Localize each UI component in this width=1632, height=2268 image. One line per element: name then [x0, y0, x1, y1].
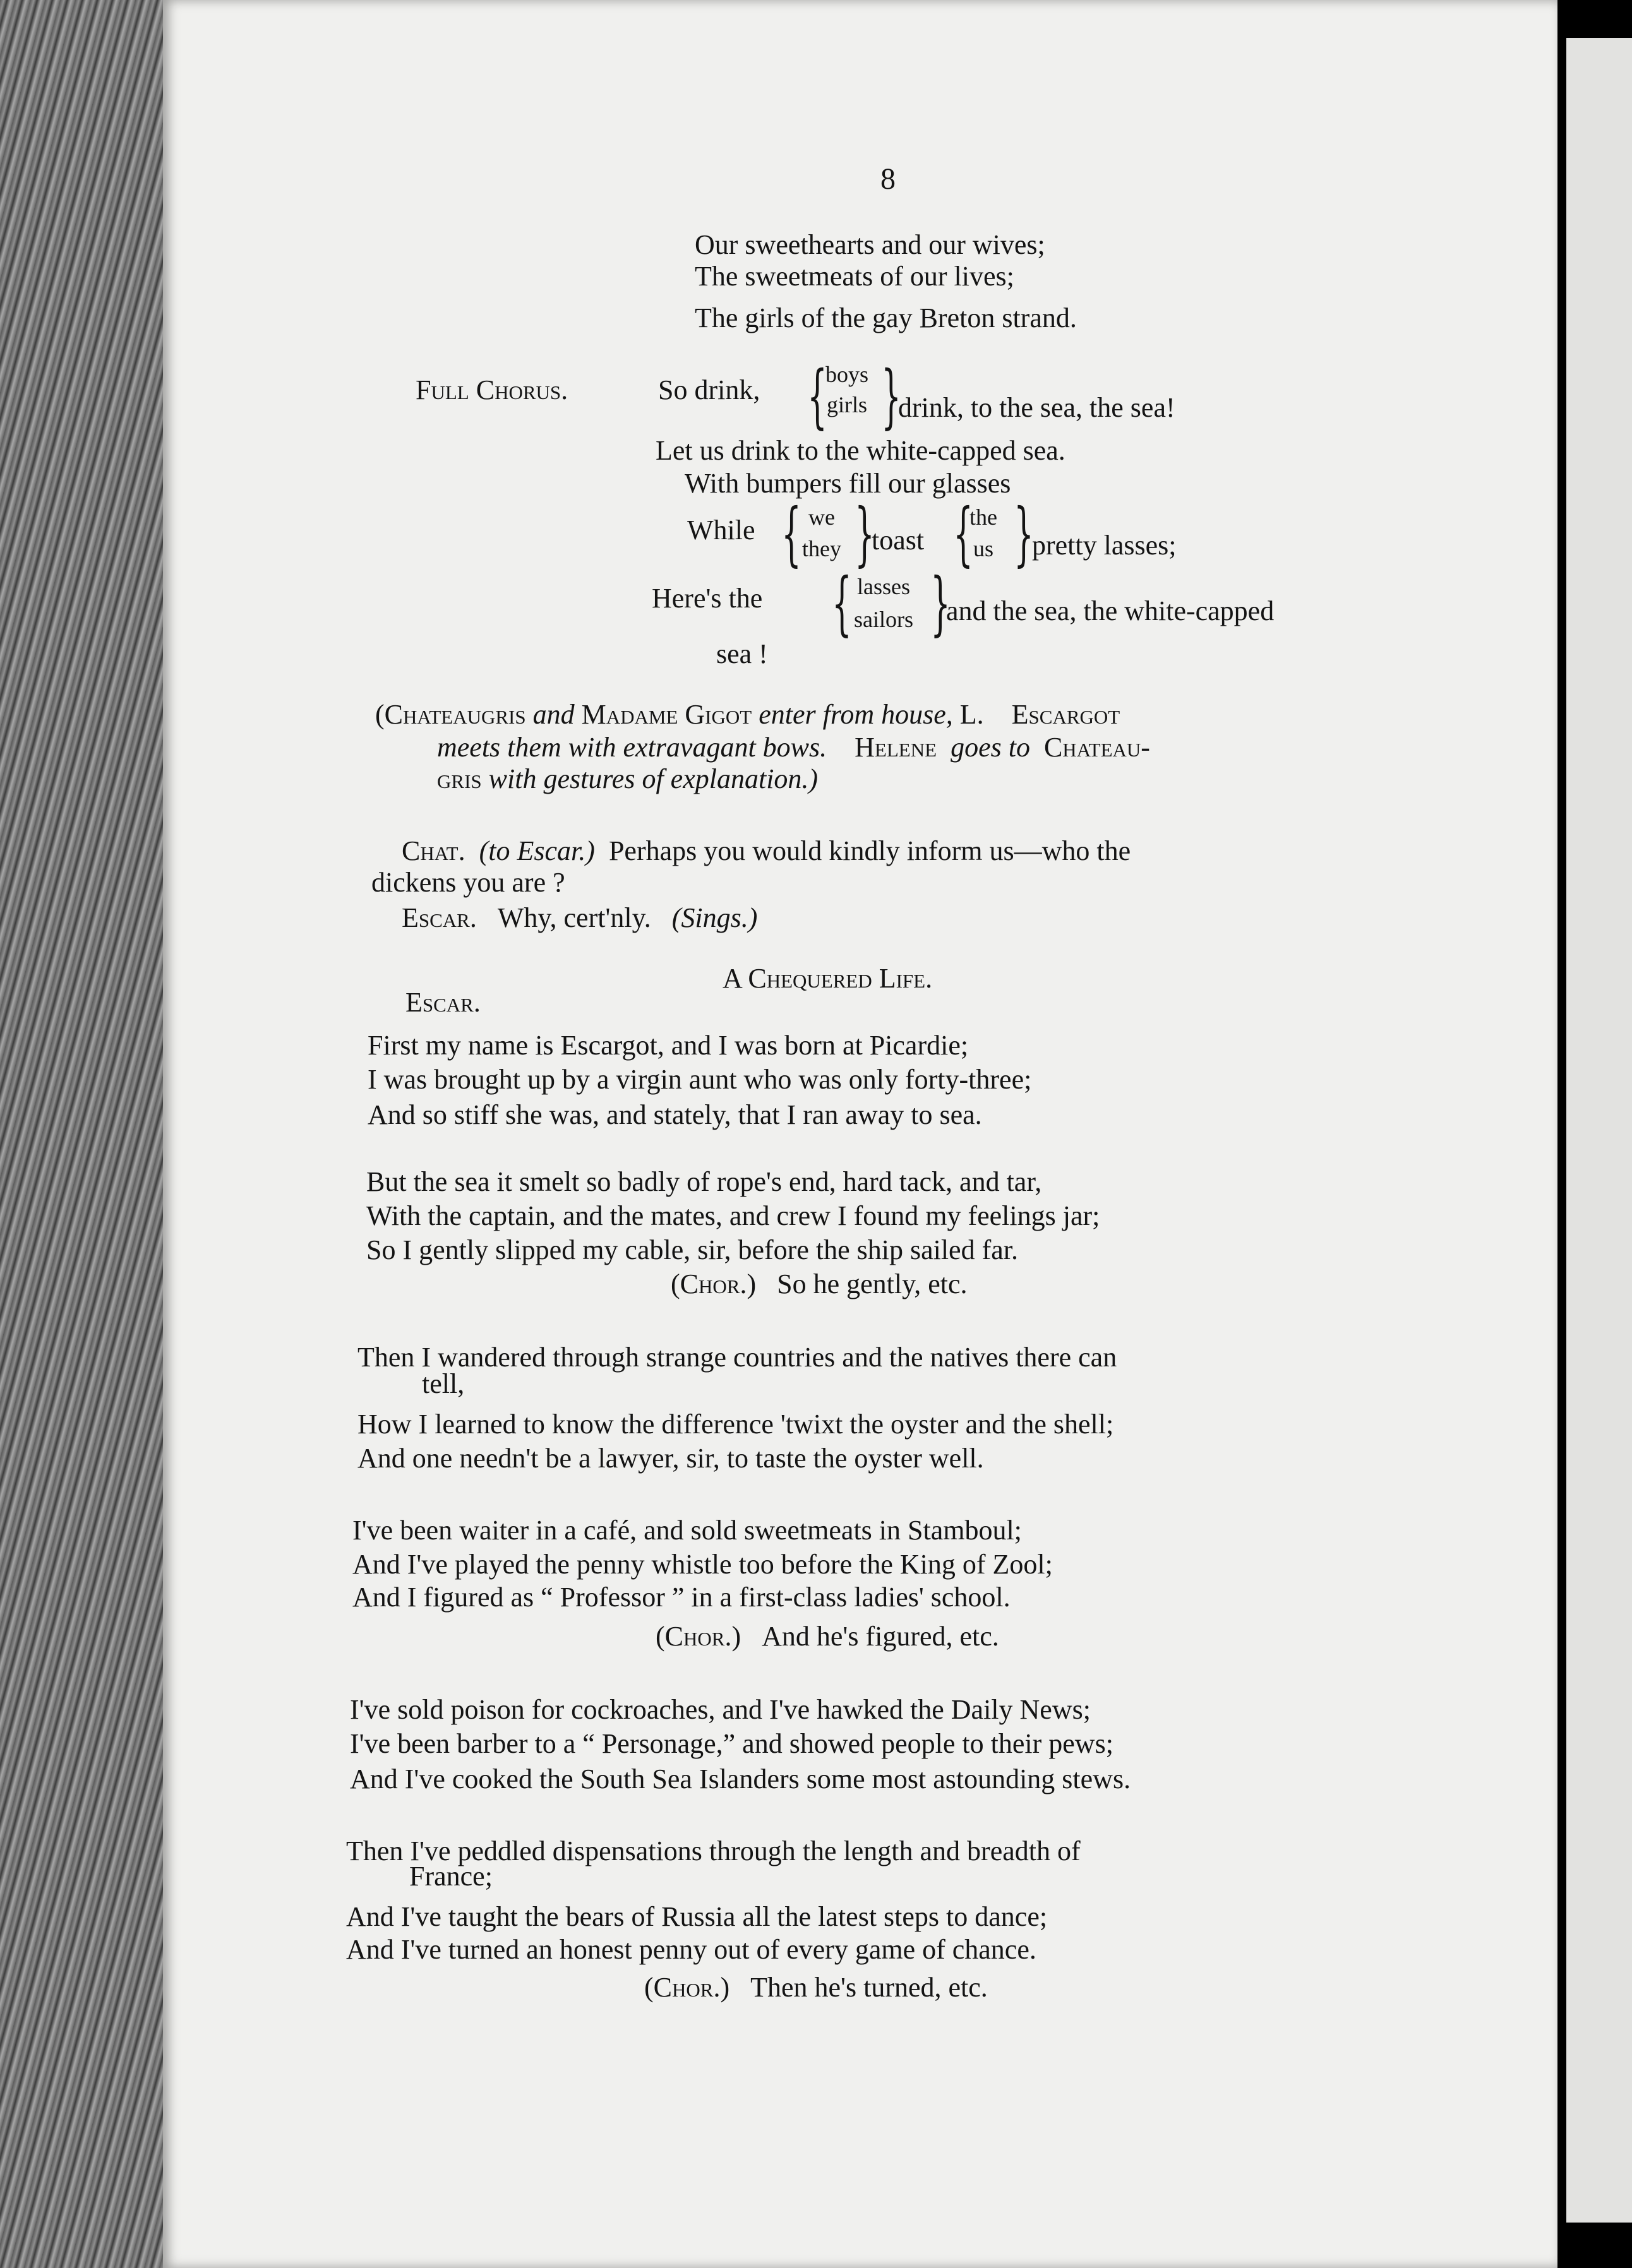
song-line: Then I wandered through strange countries and the natives there can: [357, 1342, 1117, 1373]
song-line: And one needn't be a lawyer, sir, to taste the oyster well.: [357, 1443, 984, 1474]
left-brace-icon: {: [781, 493, 801, 574]
chorus-line: With bumpers fill our glasses: [685, 468, 1011, 499]
song-line: And I've taught the bears of Russia all the latest steps to dance;: [346, 1901, 1048, 1932]
verse-line: The sweetmeats of our lives;: [695, 261, 1014, 292]
stage-direction: gris with gestures of explanation.): [437, 763, 819, 794]
dialogue-line: Chat. (to Escar.) Perhaps you would kindly inform us—who the: [402, 835, 1131, 866]
dialogue-line: Escar. Why, cert'nly. (Sings.): [402, 902, 758, 933]
song-line: I've been barber to a “ Personage,” and showed people to their pews;: [350, 1728, 1113, 1759]
song-line: tell,: [422, 1368, 465, 1399]
page-number: 8: [880, 162, 896, 196]
book-page: [163, 0, 1557, 2268]
song-line: But the sea it smelt so badly of rope's end, hard tack, and tar,: [366, 1166, 1042, 1197]
song-line: With the captain, and the mates, and crew I found my feelings jar;: [366, 1200, 1100, 1231]
singer-label: Escar.: [405, 987, 481, 1018]
option-word: lasses: [857, 574, 910, 599]
right-brace-icon: }: [1014, 493, 1034, 574]
chorus-refrain: (Chor.) Then he's turned, etc.: [644, 1972, 988, 2003]
next-page-sliver: [1566, 38, 1632, 2223]
left-brace-icon: {: [832, 563, 852, 643]
left-brace-icon: {: [953, 493, 973, 574]
book-binding-edge: [0, 0, 163, 2268]
option-word: us: [973, 536, 993, 561]
song-line: France;: [409, 1861, 493, 1892]
option-word: boys: [825, 362, 868, 387]
right-brace-icon: }: [881, 355, 901, 436]
verse-line: The girls of the gay Breton strand.: [695, 302, 1077, 333]
song-line: I was brought up by a virgin aunt who was only forty-three;: [368, 1064, 1032, 1095]
chorus-line: While: [687, 515, 755, 546]
option-word: girls: [826, 392, 867, 417]
option-word: the: [969, 504, 997, 530]
song-line: And I figured as “ Professor ” in a first-class ladies' school.: [352, 1582, 1011, 1613]
song-line: I've sold poison for cockroaches, and I've hawked the Daily News;: [350, 1694, 1091, 1725]
chorus-line: drink, to the sea, the sea!: [898, 392, 1175, 423]
chorus-line: Here's the: [652, 583, 763, 614]
song-line: And I've played the penny whistle too before the King of Zool;: [352, 1549, 1053, 1580]
chorus-line: and the sea, the white-capped: [946, 595, 1275, 626]
song-line: And I've cooked the South Sea Islanders some most astounding stews.: [350, 1764, 1131, 1794]
option-word: they: [802, 536, 841, 561]
right-brace-icon: }: [930, 563, 951, 643]
chorus-line: toast: [872, 525, 925, 556]
left-brace-icon: {: [807, 355, 827, 436]
chorus-refrain: (Chor.) So he gently, etc.: [671, 1268, 968, 1299]
song-line: And I've turned an honest penny out of every game of chance.: [346, 1934, 1036, 1965]
chorus-refrain: (Chor.) And he's figured, etc.: [656, 1621, 999, 1652]
dialogue-line: dickens you are ?: [371, 867, 565, 898]
speaker-label: Full Chorus.: [416, 374, 568, 405]
song-line: Then I've peddled dispensations through the length and breadth of: [346, 1835, 1081, 1866]
song-line: So I gently slipped my cable, sir, before the ship sailed far.: [366, 1234, 1018, 1265]
song-line: I've been waiter in a café, and sold sweetmeats in Stamboul;: [352, 1515, 1022, 1546]
chorus-line: So drink,: [658, 374, 760, 405]
stage-direction: meets them with extravagant bows. Helene goes to Chateau-: [437, 732, 1150, 763]
song-line: How I learned to know the difference 'twixt the oyster and the shell;: [357, 1409, 1114, 1440]
song-line: And so stiff she was, and stately, that I ran away to sea.: [368, 1099, 982, 1130]
option-word: we: [808, 504, 835, 530]
verse-line: Our sweethearts and our wives;: [695, 229, 1045, 260]
right-brace-icon: }: [855, 493, 875, 574]
song-title: A Chequered Life.: [723, 963, 933, 994]
option-word: sailors: [854, 607, 913, 632]
chorus-line: pretty lasses;: [1032, 530, 1177, 561]
chorus-line: Let us drink to the white-capped sea.: [656, 435, 1065, 466]
song-line: First my name is Escargot, and I was born at Picardie;: [368, 1030, 969, 1061]
stage-direction: (Chateaugris and Madame Gigot enter from house, L. Escargot: [375, 699, 1120, 730]
chorus-line: sea !: [716, 638, 768, 669]
